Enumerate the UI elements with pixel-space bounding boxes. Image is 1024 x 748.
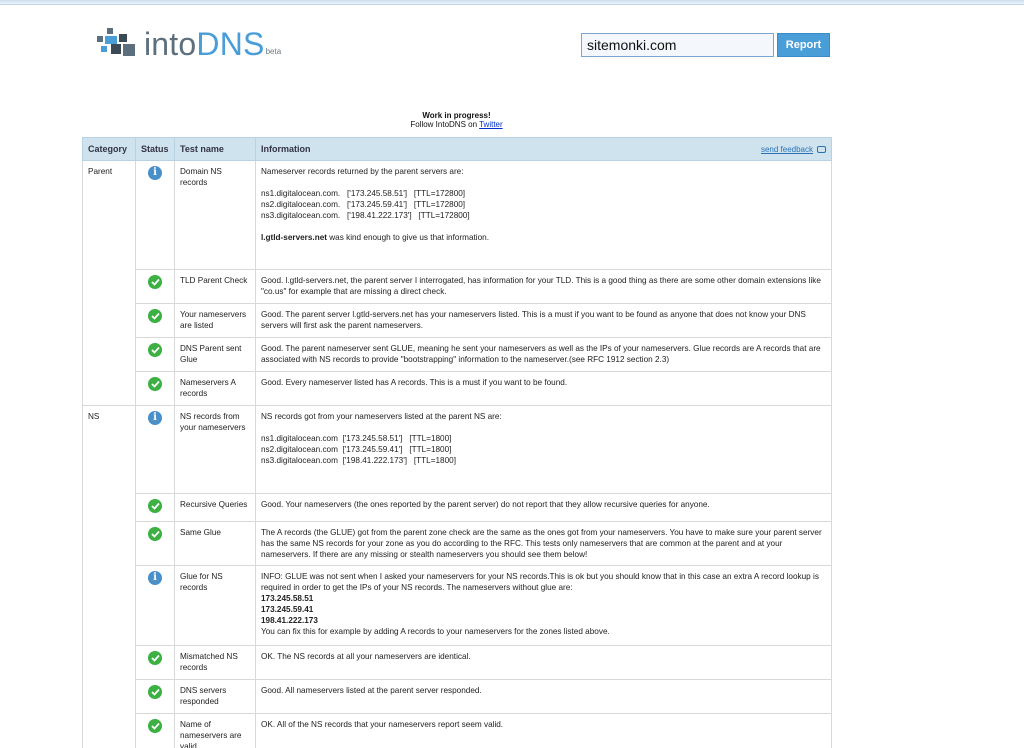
test-name-cell: Mismatched NS records: [175, 646, 256, 680]
status-cell: [136, 304, 175, 338]
status-cell: [136, 680, 175, 714]
check-icon: [148, 377, 162, 391]
status-cell: [136, 714, 175, 748]
test-name-cell: Your nameservers are listed: [175, 304, 256, 338]
notice-title: Work in progress!: [422, 111, 491, 120]
test-name-cell: Name of nameservers are valid: [175, 714, 256, 748]
info-icon: i: [148, 166, 162, 180]
info-line: Nameserver records returned by the parent servers are:: [261, 167, 464, 176]
table-row: [83, 680, 832, 714]
glue-ip: 173.245.58.51: [261, 594, 314, 603]
information-cell: [256, 494, 832, 522]
test-name-cell: NS records from your nameservers: [175, 406, 256, 494]
information-cell: [256, 338, 832, 372]
status-cell: [136, 494, 175, 522]
table-header: [83, 138, 832, 161]
info-line: ns3.digitalocean.com ['198.41.222.173'] [TTL=1800]: [261, 456, 456, 465]
table-row: [83, 494, 832, 522]
info-line: Good. The parent nameserver sent GLUE, meaning he sent your nameservers as well as the IPs of your nameservers. Glue records are A records that are associated with NS records to provide "bootstrapping" information to the nameserver.(see RFC 1912 section 2.3): [261, 344, 823, 364]
table-row: [83, 304, 832, 338]
glue-ip: 198.41.222.173: [261, 616, 318, 625]
logo-into: into: [144, 26, 197, 62]
info-line: INFO: GLUE was not sent when I asked your nameservers for your NS records.This is ok but you should know that in this case an extra A record lookup is required in order to get the IPs of your NS records. The nameservers without glue are:: [261, 572, 822, 592]
test-name-cell: Same Glue: [175, 522, 256, 566]
table-row: [83, 522, 832, 566]
info-source-line: [261, 232, 826, 243]
header-status: Status: [136, 138, 175, 161]
status-cell: [136, 338, 175, 372]
header-category: Category: [83, 138, 136, 161]
glue-ip: 173.245.59.41: [261, 605, 314, 614]
test-name-cell: TLD Parent Check: [175, 270, 256, 304]
status-cell: [136, 646, 175, 680]
table-row: [83, 406, 832, 494]
domain-input[interactable]: [581, 33, 774, 57]
notice-follow-text: Follow IntoDNS on: [410, 120, 480, 129]
info-line: [261, 177, 826, 188]
info-icon: i: [148, 411, 162, 425]
information-cell: [256, 646, 832, 680]
results-table: [82, 137, 832, 748]
info-line: NS records got from your nameservers listed at the parent NS are:: [261, 412, 502, 421]
check-icon: [148, 651, 162, 665]
test-name-cell: Domain NS records: [175, 161, 256, 270]
information-cell: [256, 304, 832, 338]
send-feedback-label: send feedback: [760, 144, 813, 154]
info-line: ns1.digitalocean.com. ['173.245.58.51'] [TTL=172800]: [261, 189, 466, 198]
logo-dns: DNS: [196, 26, 265, 62]
info-line: [261, 477, 826, 488]
info-line: OK. The NS records at all your nameservers are identical.: [261, 652, 471, 661]
information-cell: [256, 680, 832, 714]
info-line: Good. Your nameservers (the ones reported by the parent server) do not report that they allow recursive queries for anyone.: [261, 500, 710, 509]
check-icon: [148, 343, 162, 357]
table-row: [83, 161, 832, 270]
info-line: Good. The parent server l.gtld-servers.net has your nameservers listed. This is a must if you want to be found as anyone that does not know your DNS servers will first ask the parent nameservers.: [261, 310, 809, 330]
info-line: You can fix this for example by adding A records to your nameservers for the zones listed above.: [261, 627, 610, 636]
info-line: Good. l.gtld-servers.net, the parent server I interrogated, has information for your TLD. This is a good thing as there are some other domain extensions like "co.us" for example that are missing a direct check.: [261, 276, 824, 296]
information-cell: [256, 372, 832, 406]
logo-wordmark: [144, 28, 265, 60]
intodns-logo[interactable]: [97, 26, 281, 60]
status-cell: [136, 406, 175, 494]
info-line: [261, 466, 826, 477]
report-button[interactable]: Report: [777, 33, 830, 57]
information-cell: [256, 714, 832, 748]
table-row: [83, 338, 832, 372]
test-name-cell: DNS Parent sent Glue: [175, 338, 256, 372]
information-cell: [256, 566, 832, 646]
info-line: [261, 422, 826, 433]
check-icon: [148, 275, 162, 289]
header-information: [256, 138, 832, 161]
header-information-label: Information: [261, 143, 311, 154]
check-icon: [148, 309, 162, 323]
test-name-cell: DNS servers responded: [175, 680, 256, 714]
top-border: [0, 0, 1024, 5]
status-cell: [136, 522, 175, 566]
status-cell: [136, 270, 175, 304]
test-name-cell: Glue for NS records: [175, 566, 256, 646]
information-cell: [256, 406, 832, 494]
source-text: was kind enough to give us that information.: [326, 233, 490, 242]
info-line: [261, 221, 826, 232]
notice: [0, 111, 913, 129]
info-line: ns1.digitalocean.com ['173.245.58.51'] [TTL=1800]: [261, 434, 452, 443]
table-row: [83, 270, 832, 304]
source-server: l.gtld-servers.net: [261, 233, 327, 242]
test-name-cell: Recursive Queries: [175, 494, 256, 522]
table-row: [83, 714, 832, 748]
info-line: ns2.digitalocean.com ['173.245.59.41'] [TTL=1800]: [261, 445, 452, 454]
logo-blocks-icon: [97, 26, 141, 60]
header-test-name: Test name: [175, 138, 256, 161]
info-line: OK. All of the NS records that your nameservers report seem valid.: [261, 720, 504, 729]
logo-beta: beta: [265, 47, 282, 56]
check-icon: [148, 527, 162, 541]
information-cell: [256, 522, 832, 566]
speech-bubble-icon: [817, 146, 826, 153]
info-line: ns2.digitalocean.com. ['173.245.59.41'] [TTL=172800]: [261, 200, 466, 209]
table-row: [83, 646, 832, 680]
send-feedback-link[interactable]: [761, 144, 826, 155]
information-cell: [256, 270, 832, 304]
info-line: The A records (the GLUE) got from the parent zone check are the same as the ones got from your nameservers. You have to make sure your parent server has the same NS records for your zone as you do according to the RFC. This tests only nameservers that are common at the parent and at your nameservers. If there are any missing or stealth nameservers you should see them below!: [261, 528, 824, 559]
info-line: ns3.digitalocean.com. ['198.41.222.173'] [TTL=172800]: [261, 211, 470, 220]
table-row: [83, 372, 832, 406]
info-line: Good. Every nameserver listed has A records. This is a must if you want to be found.: [261, 378, 568, 387]
information-cell: [256, 161, 832, 270]
category-cell: Parent: [83, 161, 136, 406]
status-cell: [136, 161, 175, 270]
status-cell: [136, 372, 175, 406]
results-body: [83, 161, 832, 748]
test-name-cell: Nameservers A records: [175, 372, 256, 406]
check-icon: [148, 685, 162, 699]
info-icon: i: [148, 571, 162, 585]
category-cell: NS: [83, 406, 136, 748]
table-row: [83, 566, 832, 646]
info-line: Good. All nameservers listed at the parent server responded.: [261, 686, 482, 695]
twitter-link[interactable]: Twitter: [479, 120, 503, 129]
check-icon: [148, 499, 162, 513]
check-icon: [148, 719, 162, 733]
status-cell: [136, 566, 175, 646]
